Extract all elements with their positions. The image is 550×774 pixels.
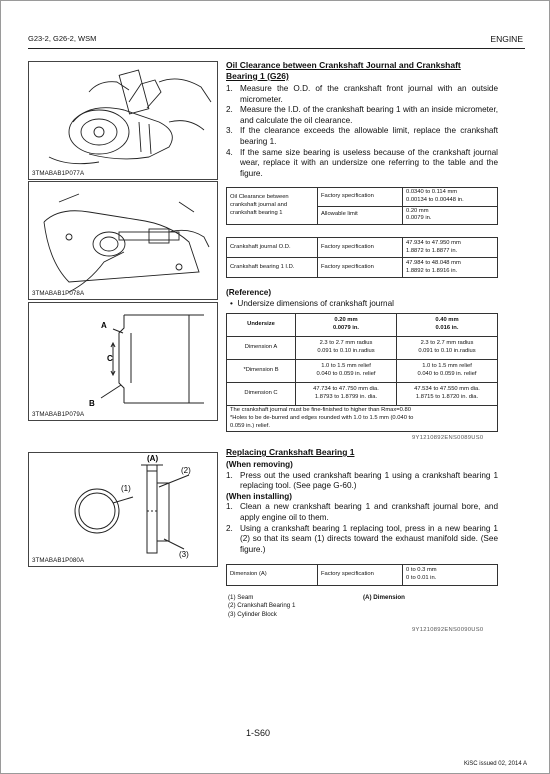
spec-value: 47.984 to 48.048 mm 1.8892 to 1.8916 in.: [403, 258, 498, 278]
spec-label: Allowable limit: [318, 206, 403, 225]
figure-caption: 3TMABAB1P078A: [32, 290, 85, 297]
dimension-value: 2.3 to 2.7 mm radius 0.091 to 0.10 in.radius: [397, 337, 498, 360]
page-number: 1-S60: [246, 728, 271, 738]
step-item: 2. Measure the I.D. of the crankshaft bearing 1 with an inside micrometer, and calculate the oil clearance.: [226, 105, 498, 125]
dimension-value: 47.534 to 47.550 mm dia. 1.8715 to 1.8720 in. dia.: [397, 383, 498, 406]
figure-bearing-measure: [28, 181, 218, 300]
removing-heading: (When removing): [226, 460, 293, 469]
header-model: G23-2, G26-2, WSM: [28, 34, 97, 43]
step-item: 4. If the same size bearing is useless because of the crankshaft journal wear, replace it with an undersize one referring to the table and the figure.: [226, 147, 498, 178]
spec-label: Factory specification: [318, 238, 403, 258]
dimension-value: 1.0 to 1.5 mm relief 0.040 to 0.059 in. relief: [397, 360, 498, 383]
figure-undersize-dimensions: [28, 302, 218, 421]
figure-bearing-install: [28, 452, 218, 567]
removing-steps: [226, 471, 498, 492]
spec-label: Factory specification: [318, 565, 403, 586]
spec-value: 0.20 mm 0.0079 in.: [403, 206, 498, 225]
legend-dimension: (A) Dimension: [363, 594, 405, 601]
dimension-value: 2.3 to 2.7 mm radius 0.091 to 0.10 in.radius: [296, 337, 397, 360]
spec-value: 0.0340 to 0.114 mm 0.00134 to 0.00448 in.: [403, 188, 498, 207]
spec-table-dimension-a: [226, 564, 498, 586]
steps-list: [226, 84, 498, 179]
document-code: 9Y1210892ENS0090US0: [412, 627, 484, 633]
spec-item: Crankshaft journal O.D.: [227, 238, 318, 258]
section-oil-clearance: [226, 60, 498, 179]
section-title-line1: Oil Clearance between Crankshaft Journal and Crankshaft: [226, 60, 461, 70]
step-item: 2. Using a crankshaft bearing 1 replacing tool, press in a new bearing 1 (2) so that its seam (1) directs toward the exhaust manifold side. (See figure.): [226, 523, 498, 554]
issue-note: KiSC issued 02, 2014 A: [463, 761, 527, 767]
header-section: ENGINE: [490, 34, 523, 44]
journal-section-illustration: [29, 303, 217, 420]
spec-label: Factory specification: [318, 188, 403, 207]
section-title: Replacing Crankshaft Bearing 1: [226, 447, 355, 457]
figure-caption: 3TMABAB1P079A: [32, 411, 85, 418]
bearing-press-illustration: [29, 453, 217, 566]
label-b: B: [89, 399, 95, 408]
label-block: (3): [179, 550, 189, 559]
reference-title: (Reference): [226, 288, 272, 297]
section-replacing-bearing: [226, 447, 498, 555]
dimension-label: Dimension C: [227, 383, 296, 406]
label-seam: (1): [121, 484, 131, 493]
inside-micrometer-illustration: [29, 182, 217, 299]
dimension-label: *Dimension B: [227, 360, 296, 383]
spec-item: Oil Clearance between crankshaft journal and crankshaft bearing 1: [227, 188, 318, 225]
label-a: A: [101, 321, 107, 330]
step-item: 1. Press out the used crankshaft bearing 1 using a crankshaft bearing 1 replacing tool. (See page G-60.): [226, 470, 498, 491]
undersize-col-header: 0.20 mm 0.0079 in.: [296, 314, 397, 337]
installing-heading: (When installing): [226, 491, 292, 501]
label-c: C: [107, 354, 113, 363]
figure-caption: 3TMABAB1P080A: [32, 557, 85, 564]
step-item: 1. Clean a new crankshaft bearing 1 and crankshaft journal bore, and apply engine oil to them.: [226, 502, 498, 522]
document-code: 9Y1210892ENS0089US0: [412, 435, 484, 441]
header-rule: [28, 48, 525, 49]
label-dimension-a: (A): [147, 454, 159, 463]
dimension-label: Dimension A: [227, 337, 296, 360]
spec-value: 47.934 to 47.950 mm 1.8872 to 1.8877 in.: [403, 238, 498, 258]
figure-journal-measure: [28, 61, 218, 180]
legend-item: (1) Seam: [228, 594, 254, 601]
legend-item: (2) Crankshaft Bearing 1: [228, 602, 296, 610]
label-bearing: (2): [181, 466, 191, 475]
spec-item: Crankshaft bearing 1 I.D.: [227, 258, 318, 278]
undersize-table: [226, 313, 498, 432]
reference-block: [226, 288, 498, 309]
legend-item: (3) Cylinder Block: [228, 610, 277, 618]
undersize-header: Undersize: [227, 314, 296, 337]
spec-value: 0 to 0.3 mm 0 to 0.01 in.: [403, 565, 498, 586]
installing-steps: [226, 502, 498, 555]
spec-table-journal-bearing: [226, 237, 498, 278]
figure-caption: 3TMABAB1P077A: [32, 170, 85, 177]
reference-bullet: • Undersize dimensions of crankshaft journal: [230, 298, 394, 308]
spec-label: Factory specification: [318, 258, 403, 278]
spec-table-oil-clearance: [226, 187, 498, 225]
undersize-col-header: 0.40 mm 0.016 in.: [397, 314, 498, 337]
dimension-value: 1.0 to 1.5 mm relief 0.040 to 0.059 in. relief: [296, 360, 397, 383]
step-item: 1. Measure the O.D. of the crankshaft front journal with an outside micrometer.: [226, 84, 498, 104]
spec-item: Dimension (A): [227, 565, 318, 586]
undersize-note: The crankshaft journal must be fine-finished to higher than Rmax=0.80 *Holes to be de-burred and edges rounded with 1.0 to 1.5 mm (0.040 to 0.059 in.) relief.: [227, 406, 498, 432]
dimension-value: 47.734 to 47.750 mm dia. 1.8793 to 1.8799 in. dia.: [296, 383, 397, 406]
step-item: 3. If the clearance exceeds the allowable limit, replace the crankshaft bearing 1.: [226, 126, 498, 146]
crankshaft-micrometer-illustration: [29, 62, 217, 179]
section-title-line2: Bearing 1 (G26): [226, 71, 289, 81]
legend-list: [228, 594, 295, 619]
